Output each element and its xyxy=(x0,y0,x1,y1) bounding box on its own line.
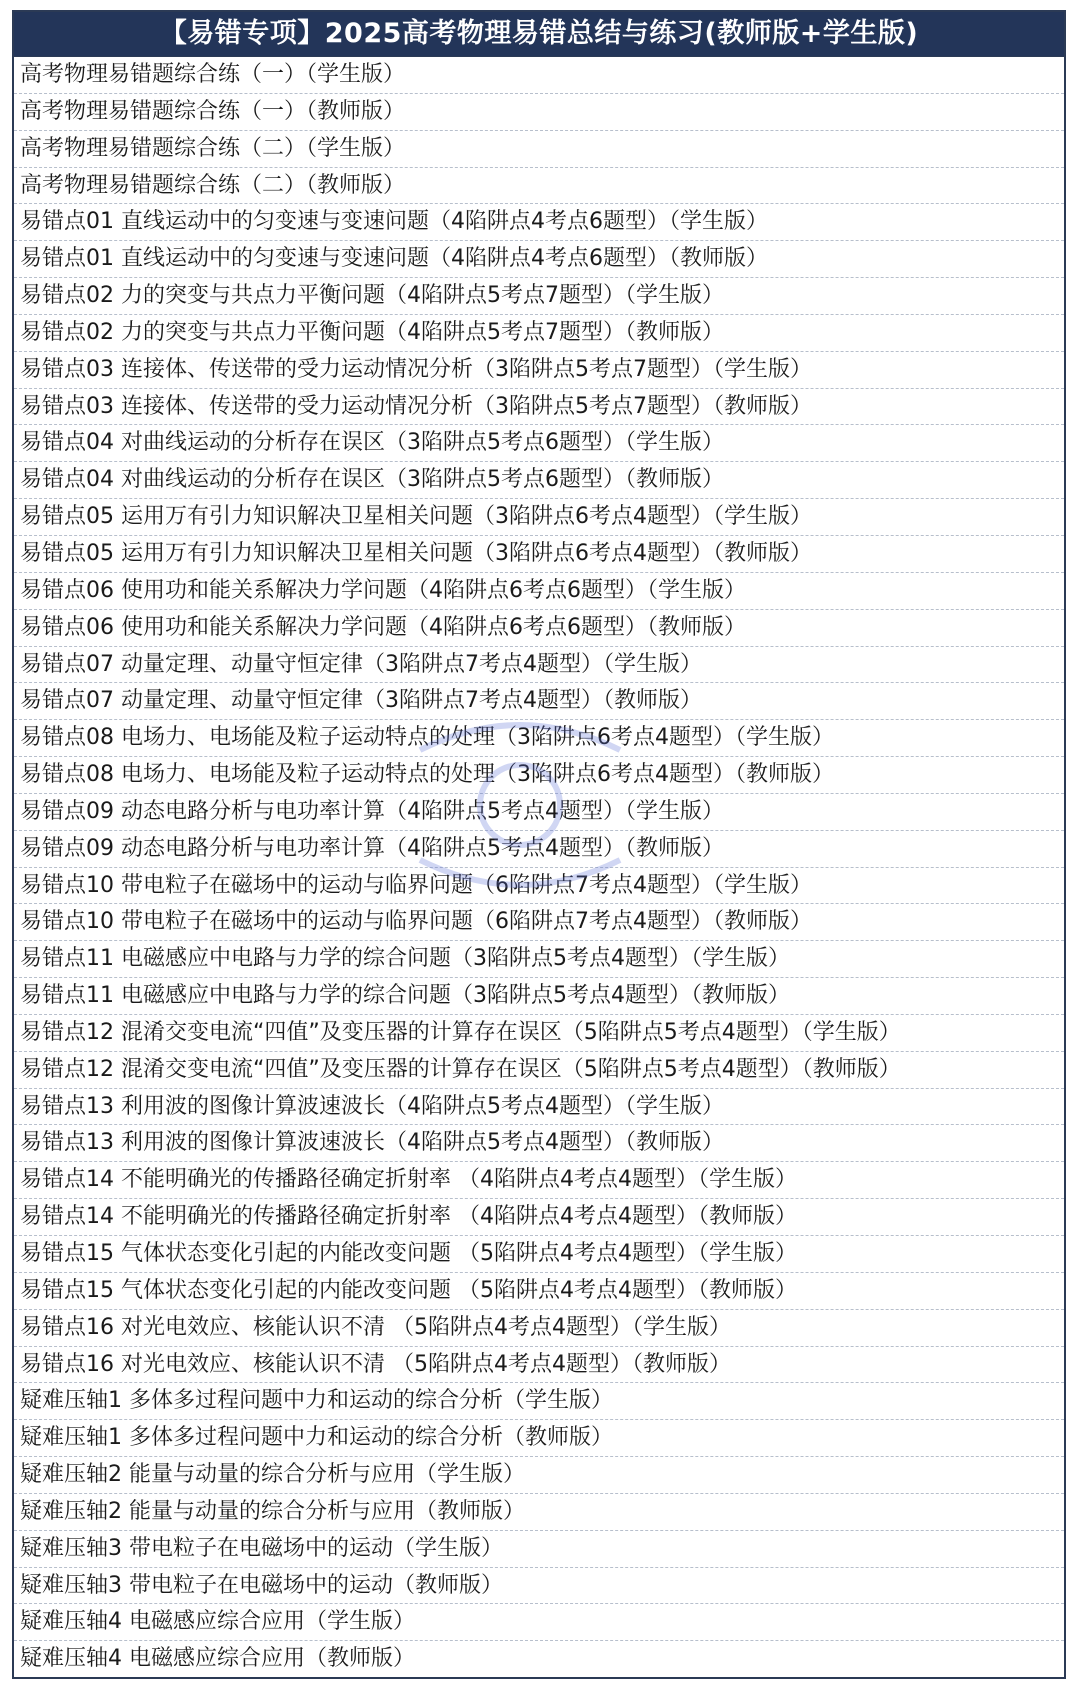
list-item: 易错点07 动量定理、动量守恒定律（3陷阱点7考点4题型）（教师版） xyxy=(14,682,1064,719)
list-item: 易错点11 电磁感应中电路与力学的综合问题（3陷阱点5考点4题型）（教师版） xyxy=(14,977,1064,1014)
list-item: 易错点11 电磁感应中电路与力学的综合问题（3陷阱点5考点4题型）（学生版） xyxy=(14,940,1064,977)
list-item: 疑难压轴3 带电粒子在电磁场中的运动（教师版） xyxy=(14,1567,1064,1604)
list-item: 易错点04 对曲线运动的分析存在误区（3陷阱点5考点6题型）（教师版） xyxy=(14,461,1064,498)
list-item: 疑难压轴2 能量与动量的综合分析与应用（学生版） xyxy=(14,1456,1064,1493)
list-item: 易错点07 动量定理、动量守恒定律（3陷阱点7考点4题型）（学生版） xyxy=(14,646,1064,683)
list-item: 易错点06 使用功和能关系解决力学问题（4陷阱点6考点6题型）（学生版） xyxy=(14,572,1064,609)
list-item: 易错点12 混淆交变电流“四值”及变压器的计算存在误区（5陷阱点5考点4题型）（学生版） xyxy=(14,1014,1064,1051)
file-list xyxy=(14,56,1064,1677)
list-item: 易错点02 力的突变与共点力平衡问题（4陷阱点5考点7题型）（学生版） xyxy=(14,277,1064,314)
list-item: 疑难压轴3 带电粒子在电磁场中的运动（学生版） xyxy=(14,1530,1064,1567)
list-item: 易错点14 不能明确光的传播路径确定折射率 （4陷阱点4考点4题型）（教师版） xyxy=(14,1198,1064,1235)
list-item: 易错点01 直线运动中的匀变速与变速问题（4陷阱点4考点6题型）（教师版） xyxy=(14,240,1064,277)
list-item: 易错点05 运用万有引力知识解决卫星相关问题（3陷阱点6考点4题型）（教师版） xyxy=(14,535,1064,572)
list-item: 易错点01 直线运动中的匀变速与变速问题（4陷阱点4考点6题型）（学生版） xyxy=(14,203,1064,240)
list-item: 易错点10 带电粒子在磁场中的运动与临界问题（6陷阱点7考点4题型）（教师版） xyxy=(14,903,1064,940)
list-item: 疑难压轴1 多体多过程问题中力和运动的综合分析（学生版） xyxy=(14,1382,1064,1419)
list-item: 疑难压轴4 电磁感应综合应用（教师版） xyxy=(14,1640,1064,1677)
document-table xyxy=(12,10,1066,1679)
list-item: 易错点15 气体状态变化引起的内能改变问题 （5陷阱点4考点4题型）（教师版） xyxy=(14,1272,1064,1309)
list-item: 疑难压轴4 电磁感应综合应用（学生版） xyxy=(14,1603,1064,1640)
list-item: 易错点04 对曲线运动的分析存在误区（3陷阱点5考点6题型）（学生版） xyxy=(14,424,1064,461)
list-item: 易错点03 连接体、传送带的受力运动情况分析（3陷阱点5考点7题型）（教师版） xyxy=(14,388,1064,425)
list-item: 易错点16 对光电效应、核能认识不清 （5陷阱点4考点4题型）（教师版） xyxy=(14,1346,1064,1383)
list-item: 易错点15 气体状态变化引起的内能改变问题 （5陷阱点4考点4题型）（学生版） xyxy=(14,1235,1064,1272)
list-item: 高考物理易错题综合练（一）（学生版） xyxy=(14,56,1064,93)
list-item: 易错点08 电场力、电场能及粒子运动特点的处理（3陷阱点6考点4题型）（学生版） xyxy=(14,719,1064,756)
list-item: 疑难压轴2 能量与动量的综合分析与应用（教师版） xyxy=(14,1493,1064,1530)
list-item: 易错点10 带电粒子在磁场中的运动与临界问题（6陷阱点7考点4题型）（学生版） xyxy=(14,867,1064,904)
list-item: 易错点03 连接体、传送带的受力运动情况分析（3陷阱点5考点7题型）（学生版） xyxy=(14,351,1064,388)
list-item: 高考物理易错题综合练（二）（学生版） xyxy=(14,130,1064,167)
list-item: 易错点12 混淆交变电流“四值”及变压器的计算存在误区（5陷阱点5考点4题型）（教师版） xyxy=(14,1051,1064,1088)
page-title: 【易错专项】2025高考物理易错总结与练习(教师版+学生版) xyxy=(14,12,1064,56)
list-item: 易错点14 不能明确光的传播路径确定折射率 （4陷阱点4考点4题型）（学生版） xyxy=(14,1161,1064,1198)
list-item: 疑难压轴1 多体多过程问题中力和运动的综合分析（教师版） xyxy=(14,1419,1064,1456)
list-item: 易错点02 力的突变与共点力平衡问题（4陷阱点5考点7题型）（教师版） xyxy=(14,314,1064,351)
list-item: 高考物理易错题综合练（二）（教师版） xyxy=(14,167,1064,204)
list-item: 易错点09 动态电路分析与电功率计算（4陷阱点5考点4题型）（教师版） xyxy=(14,830,1064,867)
list-item: 易错点16 对光电效应、核能认识不清 （5陷阱点4考点4题型）（学生版） xyxy=(14,1309,1064,1346)
list-item: 易错点13 利用波的图像计算波速波长（4陷阱点5考点4题型）（教师版） xyxy=(14,1124,1064,1161)
list-item: 易错点09 动态电路分析与电功率计算（4陷阱点5考点4题型）（学生版） xyxy=(14,793,1064,830)
list-item: 易错点13 利用波的图像计算波速波长（4陷阱点5考点4题型）（学生版） xyxy=(14,1088,1064,1125)
list-item: 高考物理易错题综合练（一）（教师版） xyxy=(14,93,1064,130)
list-item: 易错点06 使用功和能关系解决力学问题（4陷阱点6考点6题型）（教师版） xyxy=(14,609,1064,646)
list-item: 易错点08 电场力、电场能及粒子运动特点的处理（3陷阱点6考点4题型）（教师版） xyxy=(14,756,1064,793)
list-item: 易错点05 运用万有引力知识解决卫星相关问题（3陷阱点6考点4题型）（学生版） xyxy=(14,498,1064,535)
